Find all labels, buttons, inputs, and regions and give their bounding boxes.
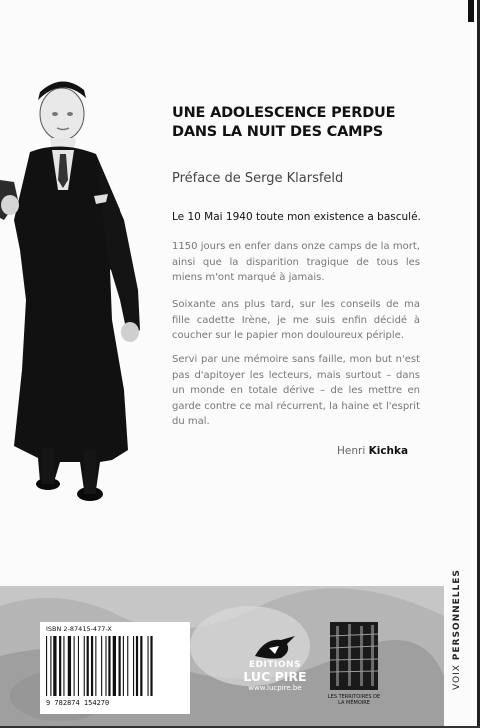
collection-spine-label: [452, 569, 466, 690]
publisher-website: www.lucpire.be: [248, 684, 302, 692]
bird-icon: [251, 634, 299, 662]
blurb-paragraph: Servi par une mémoire sans faille, mon but n'est pas d'apitoyer les lecteurs, mais surtout – dans un monde en totale dérive – de les mettre en garde contre ce mal récurrent, la haine et l'esprit du mal.: [172, 354, 420, 427]
author-signature: [337, 445, 408, 457]
book-title: [172, 104, 412, 142]
collection-name: LES TERRITOIRES DE LA MÉMOIRE: [327, 694, 381, 706]
preface-credit: Préface de Serge Klarsfeld: [172, 171, 344, 186]
spine-word-strong: PERSONNELLES: [452, 569, 462, 661]
author-last-name: Kichka: [368, 445, 409, 457]
publisher-editions: EDITIONS: [248, 660, 302, 670]
barcode-bars: [44, 636, 186, 696]
isbn-barcode: [40, 622, 190, 714]
barcode-digits: 9 782874 154270: [46, 699, 110, 707]
publisher-logo: [230, 634, 320, 714]
title-line: DANS LA NUIT DES CAMPS: [172, 124, 384, 140]
publisher-name: LUC PIRE: [243, 669, 307, 684]
collection-logo: [326, 622, 382, 714]
barbed-wire-fence-icon: [330, 622, 378, 690]
author-first-name: Henri: [337, 445, 366, 457]
top-edge-mark: [468, 0, 474, 22]
spine-word: VOIX: [452, 664, 462, 690]
lead-sentence: Le 10 Mai 1940 toute mon existence a basculé.: [172, 211, 421, 223]
blurb-paragraph: 1150 jours en enfer dans onze camps de la mort, ainsi que la disparition tragique de tous les miens m'ont marqué à jamais.: [172, 241, 420, 283]
boy-in-dark-suit-photo: [0, 70, 160, 530]
isbn-label: ISBN 2-87415-477-X: [46, 625, 112, 633]
blurb-paragraph: Soixante ans plus tard, sur les conseils de ma fille cadette Irène, je me suis enfin décidé à coucher sur le papier mon douloureux périple.: [172, 299, 420, 341]
title-line: UNE ADOLESCENCE PERDUE: [172, 105, 396, 121]
